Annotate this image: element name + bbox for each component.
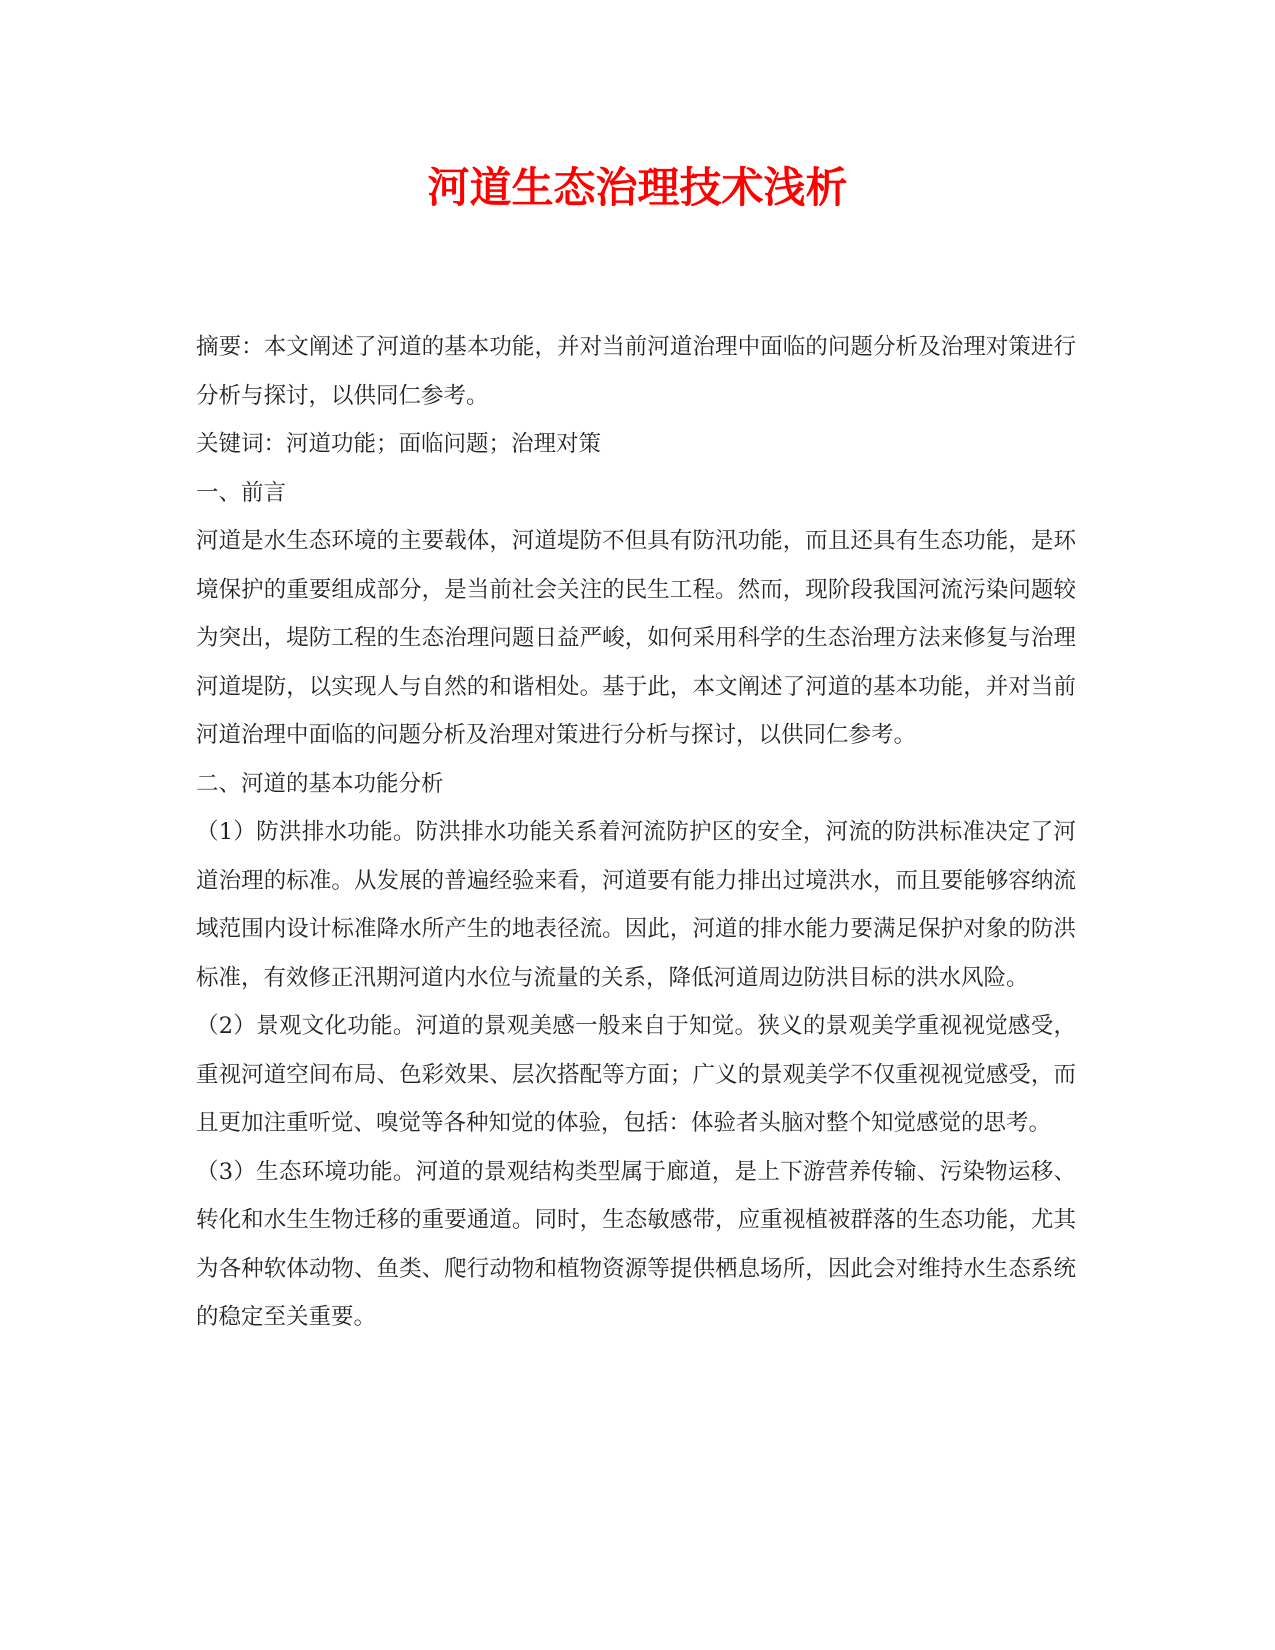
document-body (196, 323, 1076, 1342)
document-title: 河道生态治理技术浅析 (427, 163, 848, 212)
preface-paragraph: 河道是水生态环境的主要载体，河道堤防不但具有防汛功能，而且还具有生态功能，是环境保护的重要组成部分，是当前社会关注的民生工程。然而，现阶段我国河流污染问题较为突出，堤防工程的生态治理问题日益严峻，如何采用科学的生态治理方法来修复与治理河道堤防，以实现人与自然的和谐相处。基于此，本文阐述了河道的基本功能，并对当前河道治理中面临的问题分析及治理对策进行分析与探讨，以供同仁参考。 (196, 528, 1076, 748)
function-landscape-paragraph: （2）景观文化功能。河道的景观美感一般来自于知觉。狭义的景观美学重视视觉感受，重视河道空间布局、色彩效果、层次搭配等方面；广义的景观美学不仅重视视觉感受，而且更加注重听觉、嗅觉等各种知觉的体验，包括：体验者头脑对整个知觉感觉的思考。 (196, 1013, 1076, 1136)
keywords-paragraph: 关键词：河道功能；面临问题；治理对策 (196, 431, 602, 457)
abstract-paragraph: 摘要：本文阐述了河道的基本功能，并对当前河道治理中面临的问题分析及治理对策进行分析与探讨，以供同仁参考。 (196, 334, 1076, 409)
section-heading-functions: 二、河道的基本功能分析 (196, 770, 444, 797)
section-heading-preface: 一、前言 (196, 479, 287, 506)
function-ecology-paragraph: （3）生态环境功能。河道的景观结构类型属于廊道，是上下游营养传输、污染物运移、转化和水生生物迁移的重要通道。同时，生态敏感带，应重视植被群落的生态功能，尤其为各种软体动物、鱼类、爬行动物和植物资源等提供栖息场所，因此会对维持水生态系统的稳定至关重要。 (196, 1158, 1076, 1330)
function-flood-paragraph: （1）防洪排水功能。防洪排水功能关系着河流防护区的安全，河流的防洪标准决定了河道治理的标准。从发展的普遍经验来看，河道要有能力排出过境洪水，而且要能够容纳流域范围内设计标准降水所产生的地表径流。因此，河道的排水能力要满足保护对象的防洪标准，有效修正汛期河道内水位与流量的关系，降低河道周边防洪目标的洪水风险。 (196, 819, 1076, 991)
